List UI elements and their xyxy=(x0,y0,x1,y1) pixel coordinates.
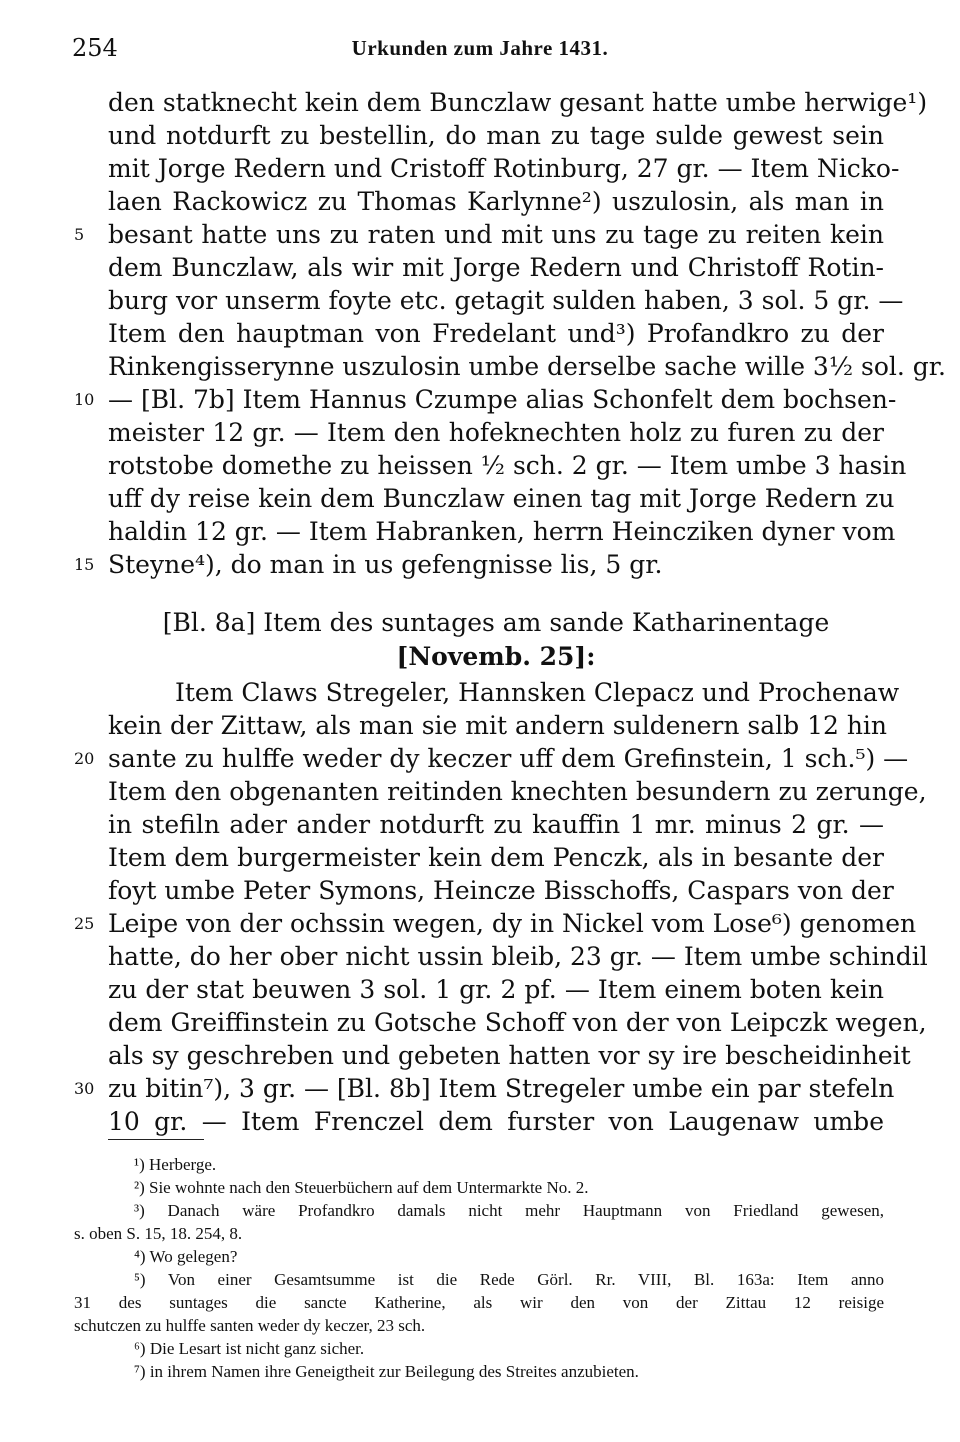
body-line: zu bitin⁷), 3 gr. — [Bl. 8b] Item Stregeler umbe ein par stefeln xyxy=(108,1074,895,1103)
footnote-continuation: 31 des suntages die sancte Katherine, als wir den von der Zittau 12 reisige xyxy=(74,1293,884,1312)
body-line: 10 gr. — Item Frenczel dem furster von Laugenaw umbe xyxy=(108,1107,884,1136)
line-number: 25 xyxy=(74,914,95,933)
line-number: 10 xyxy=(74,390,95,409)
body-line: zu der stat beuwen 3 sol. 1 gr. 2 pf. — Item einem boten kein xyxy=(108,975,884,1004)
body-line: Item dem burgermeister kein dem Penczk, als in besante der xyxy=(108,843,884,872)
body-line: haldin 12 gr. — Item Habranken, herrn Heincziken dyner vom xyxy=(108,517,896,546)
body-line: Leipe von der ochssin wegen, dy in Nickel vom Lose⁶) genomen xyxy=(108,909,917,938)
body-line: uff dy reise kein dem Bunczlaw einen tag mit Jorge Redern zu xyxy=(108,484,895,513)
line-number: 20 xyxy=(74,749,95,768)
body-line: dem Bunczlaw, als wir mit Jorge Redern und Christoff Rotin- xyxy=(108,253,884,282)
line-number: 30 xyxy=(74,1079,95,1098)
section-heading: [Bl. 8a] Item des suntages am sande Katharinentage xyxy=(162,608,830,637)
body-line: hatte, do her ober nicht ussin bleib, 23 gr. — Item umbe schindil xyxy=(108,942,928,971)
footnote-continuation: schutczen zu hulffe santen weder dy keczer, 23 sch. xyxy=(74,1316,426,1335)
body-line: mit Jorge Redern und Cristoff Rotinburg, 27 gr. — Item Nicko- xyxy=(108,154,900,183)
body-line: Item den hauptman von Fredelant und³) Profandkro zu der xyxy=(108,319,884,348)
line-number: 15 xyxy=(74,555,95,574)
body-line: Item Claws Stregeler, Hannsken Clepacz und Prochenaw xyxy=(175,678,900,707)
line-number: 5 xyxy=(74,225,85,244)
body-line: besant hatte uns zu raten und mit uns zu tage zu reiten kein xyxy=(108,220,884,249)
body-line: dem Greiffinstein zu Gotsche Schoff von der von Leipczk wegen, xyxy=(108,1008,927,1037)
body-line: sante zu hulffe weder dy keczer uff dem Grefinstein, 1 sch.⁵) — xyxy=(108,744,909,773)
body-line: meister 12 gr. — Item den hofeknechten holz zu furen zu der xyxy=(108,418,884,447)
footnote: ⁷) in ihrem Namen ihre Geneigtheit zur Beilegung des Streites anzubieten. xyxy=(134,1362,639,1381)
footnote-continuation: s. oben S. 15, 18. 254, 8. xyxy=(74,1224,243,1243)
footnote: ²) Sie wohnte nach den Steuerbüchern auf dem Untermarkte No. 2. xyxy=(134,1178,589,1197)
body-line: in stefiln ader ander notdurft zu kauffin 1 mr. minus 2 gr. — xyxy=(108,810,884,839)
body-line: foyt umbe Peter Symons, Heincze Bisschoffs, Caspars von der xyxy=(108,876,894,905)
page-number: 254 xyxy=(72,34,118,62)
body-line: laen Rackowicz zu Thomas Karlynne²) uszulosin, als man in xyxy=(108,187,884,216)
footnote: ⁶) Die Lesart ist nicht ganz sicher. xyxy=(134,1339,365,1358)
footnote: ³) Danach wäre Profandkro damals nicht mehr Hauptmann von Friedland gewesen, xyxy=(134,1201,884,1220)
body-line: Item den obgenanten reitinden knechten besundern zu zerunge, xyxy=(108,777,927,806)
page-header xyxy=(70,34,890,68)
body-line: burg vor unserm foyte etc. getagit sulden haben, 3 sol. 5 gr. — xyxy=(108,286,904,315)
body-line: Steyne⁴), do man in us gefengnisse lis, 5 gr. xyxy=(108,550,663,579)
running-title: Urkunden zum Jahre 1431. xyxy=(351,36,609,60)
body-line: Rinkengisserynne uszulosin umbe derselbe sache wille 3½ sol. gr. xyxy=(108,352,946,381)
footnote-rule xyxy=(108,1139,204,1140)
footnote: ⁴) Wo gelegen? xyxy=(134,1247,238,1266)
body-line: als sy geschreben und gebeten hatten vor sy ire bescheidinheit xyxy=(108,1041,911,1070)
body-line: den statknecht kein dem Bunczlaw gesant hatte umbe herwige¹) xyxy=(108,88,928,117)
body-line: rotstobe domethe zu heissen ½ sch. 2 gr. — Item umbe 3 hasin xyxy=(108,451,907,480)
footnote: ⁵) Von einer Gesamtsumme ist die Rede Görl. Rr. VIII, Bl. 163a: Item anno xyxy=(134,1270,884,1289)
body-line: kein der Zittaw, als man sie mit andern suldenern salb 12 hin xyxy=(108,711,888,740)
section-heading-date: [Novemb. 25]: xyxy=(396,642,596,671)
footnote: ¹) Herberge. xyxy=(134,1155,217,1174)
body-line: und notdurft zu bestellin, do man zu tage sulde gewest sein xyxy=(108,121,884,150)
body-line: — [Bl. 7b] Item Hannus Czumpe alias Schonfelt dem bochsen- xyxy=(108,385,897,414)
